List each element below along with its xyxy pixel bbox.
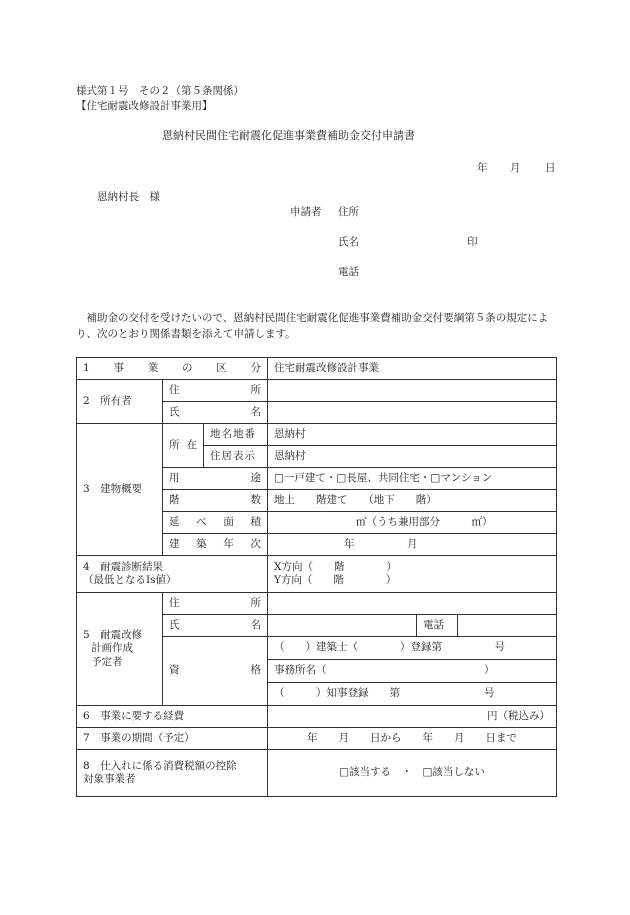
- seismic-y-direction: Y方向（ 階 ）: [274, 574, 397, 586]
- planner-name-label: 氏 名: [163, 615, 268, 637]
- document-title: 恩納村民間住宅耐震化促進事業費補助金交付申請書: [162, 129, 415, 142]
- seismic-result-field[interactable]: [268, 556, 557, 593]
- floors-label: 階 数: [163, 490, 268, 512]
- table-row-building-lot: [77, 424, 557, 446]
- governor-registration-field[interactable]: （ ）知事登録 第 号: [268, 683, 557, 706]
- owner-address-label: 住 所: [163, 380, 268, 402]
- building-section-label: 3 建物概要: [77, 424, 163, 556]
- architect-registration-field[interactable]: （ ）建築士（ ）登録第 号: [268, 637, 557, 660]
- table-row-tax: [77, 750, 557, 797]
- applicant-address-label: 住所: [338, 206, 359, 218]
- intro-paragraph: 補助金の交付を受けたいので、恩納村民間住宅耐震化促進事業費補助金交付要綱第５条の規定により、次のとおり関係書類を添えて申請します。: [76, 312, 549, 341]
- period-field[interactable]: 年 月 日から 年 月 日まで: [268, 728, 557, 750]
- seal-mark: 印: [467, 236, 478, 248]
- business-type-label: 1 事 業 の 区 分: [77, 358, 268, 380]
- owner-address-field[interactable]: [268, 380, 557, 402]
- applicant-phone-label: 電話: [338, 266, 359, 278]
- date-day: 日: [545, 162, 556, 174]
- business-type-value: 住宅耐震改修設計事業: [268, 358, 557, 380]
- floors-field[interactable]: 地上 階建て （地下 階）: [268, 490, 557, 512]
- owner-section-label: 2 所有者: [77, 380, 163, 424]
- residence-field[interactable]: 恩納村: [268, 446, 557, 468]
- date-month: 月: [510, 162, 521, 174]
- building-use-field[interactable]: □一戸建て・□長屋、共同住宅・□マンション: [268, 468, 557, 490]
- lot-number-label: 地名地番: [204, 424, 268, 446]
- floor-area-field[interactable]: ㎡（うち兼用部分 ㎡）: [268, 512, 557, 534]
- owner-name-label: 氏 名: [163, 402, 268, 424]
- planner-section-label: 5 耐震改修 計画作成 予定者: [77, 593, 163, 706]
- form-number: 様式第１号 その２（第５条関係）: [76, 85, 244, 97]
- cost-label: 6 事業に要する経費: [77, 706, 268, 728]
- residence-label: 住居表示: [204, 446, 268, 468]
- building-use-label: 用 途: [163, 468, 268, 490]
- building-location-label: 所 在: [163, 424, 204, 468]
- applicant-name-label: 氏名: [338, 236, 359, 248]
- table-row-cost: [77, 706, 557, 728]
- table-row-planner-address: [77, 593, 557, 615]
- table-row-owner-address: [77, 380, 557, 402]
- planner-address-field[interactable]: [268, 593, 557, 615]
- applicant-label: 申請者: [290, 206, 322, 218]
- form-type: 【住宅耐震改修設計事業用】: [76, 100, 213, 112]
- floor-area-label: 延 べ 面 積: [163, 512, 268, 534]
- planner-qualification-label: 資 格: [163, 637, 268, 706]
- application-table: [76, 357, 557, 797]
- tax-label: 8 仕入れに係る消費税額の控除 対象事業者: [77, 750, 268, 797]
- planner-phone-label: 電話: [417, 615, 458, 637]
- construction-year-label: 建 築 年 次: [163, 534, 268, 556]
- owner-name-field[interactable]: [268, 402, 557, 424]
- table-row-business-type: [77, 358, 557, 380]
- seismic-result-label: 4 耐震診断結果 （最低となるIs値）: [77, 556, 268, 593]
- date-year: 年: [477, 162, 488, 174]
- tax-status-field[interactable]: □該当する ・ □該当しない: [268, 750, 557, 797]
- period-label: 7 事業の期間（予定）: [77, 728, 268, 750]
- lot-number-field[interactable]: 恩納村: [268, 424, 557, 446]
- planner-name-field[interactable]: [268, 615, 417, 637]
- addressee: 恩納村長 様: [97, 191, 160, 203]
- planner-address-label: 住 所: [163, 593, 268, 615]
- table-row-period: [77, 728, 557, 750]
- planner-phone-field[interactable]: [458, 615, 557, 637]
- table-row-seismic-result: [77, 556, 557, 593]
- construction-year-field[interactable]: 年 月: [268, 534, 557, 556]
- cost-field[interactable]: 円（税込み）: [268, 706, 557, 728]
- seismic-x-direction: X方向（ 階 ）: [274, 560, 397, 573]
- office-name-field[interactable]: 事務所名（ ）: [268, 660, 557, 683]
